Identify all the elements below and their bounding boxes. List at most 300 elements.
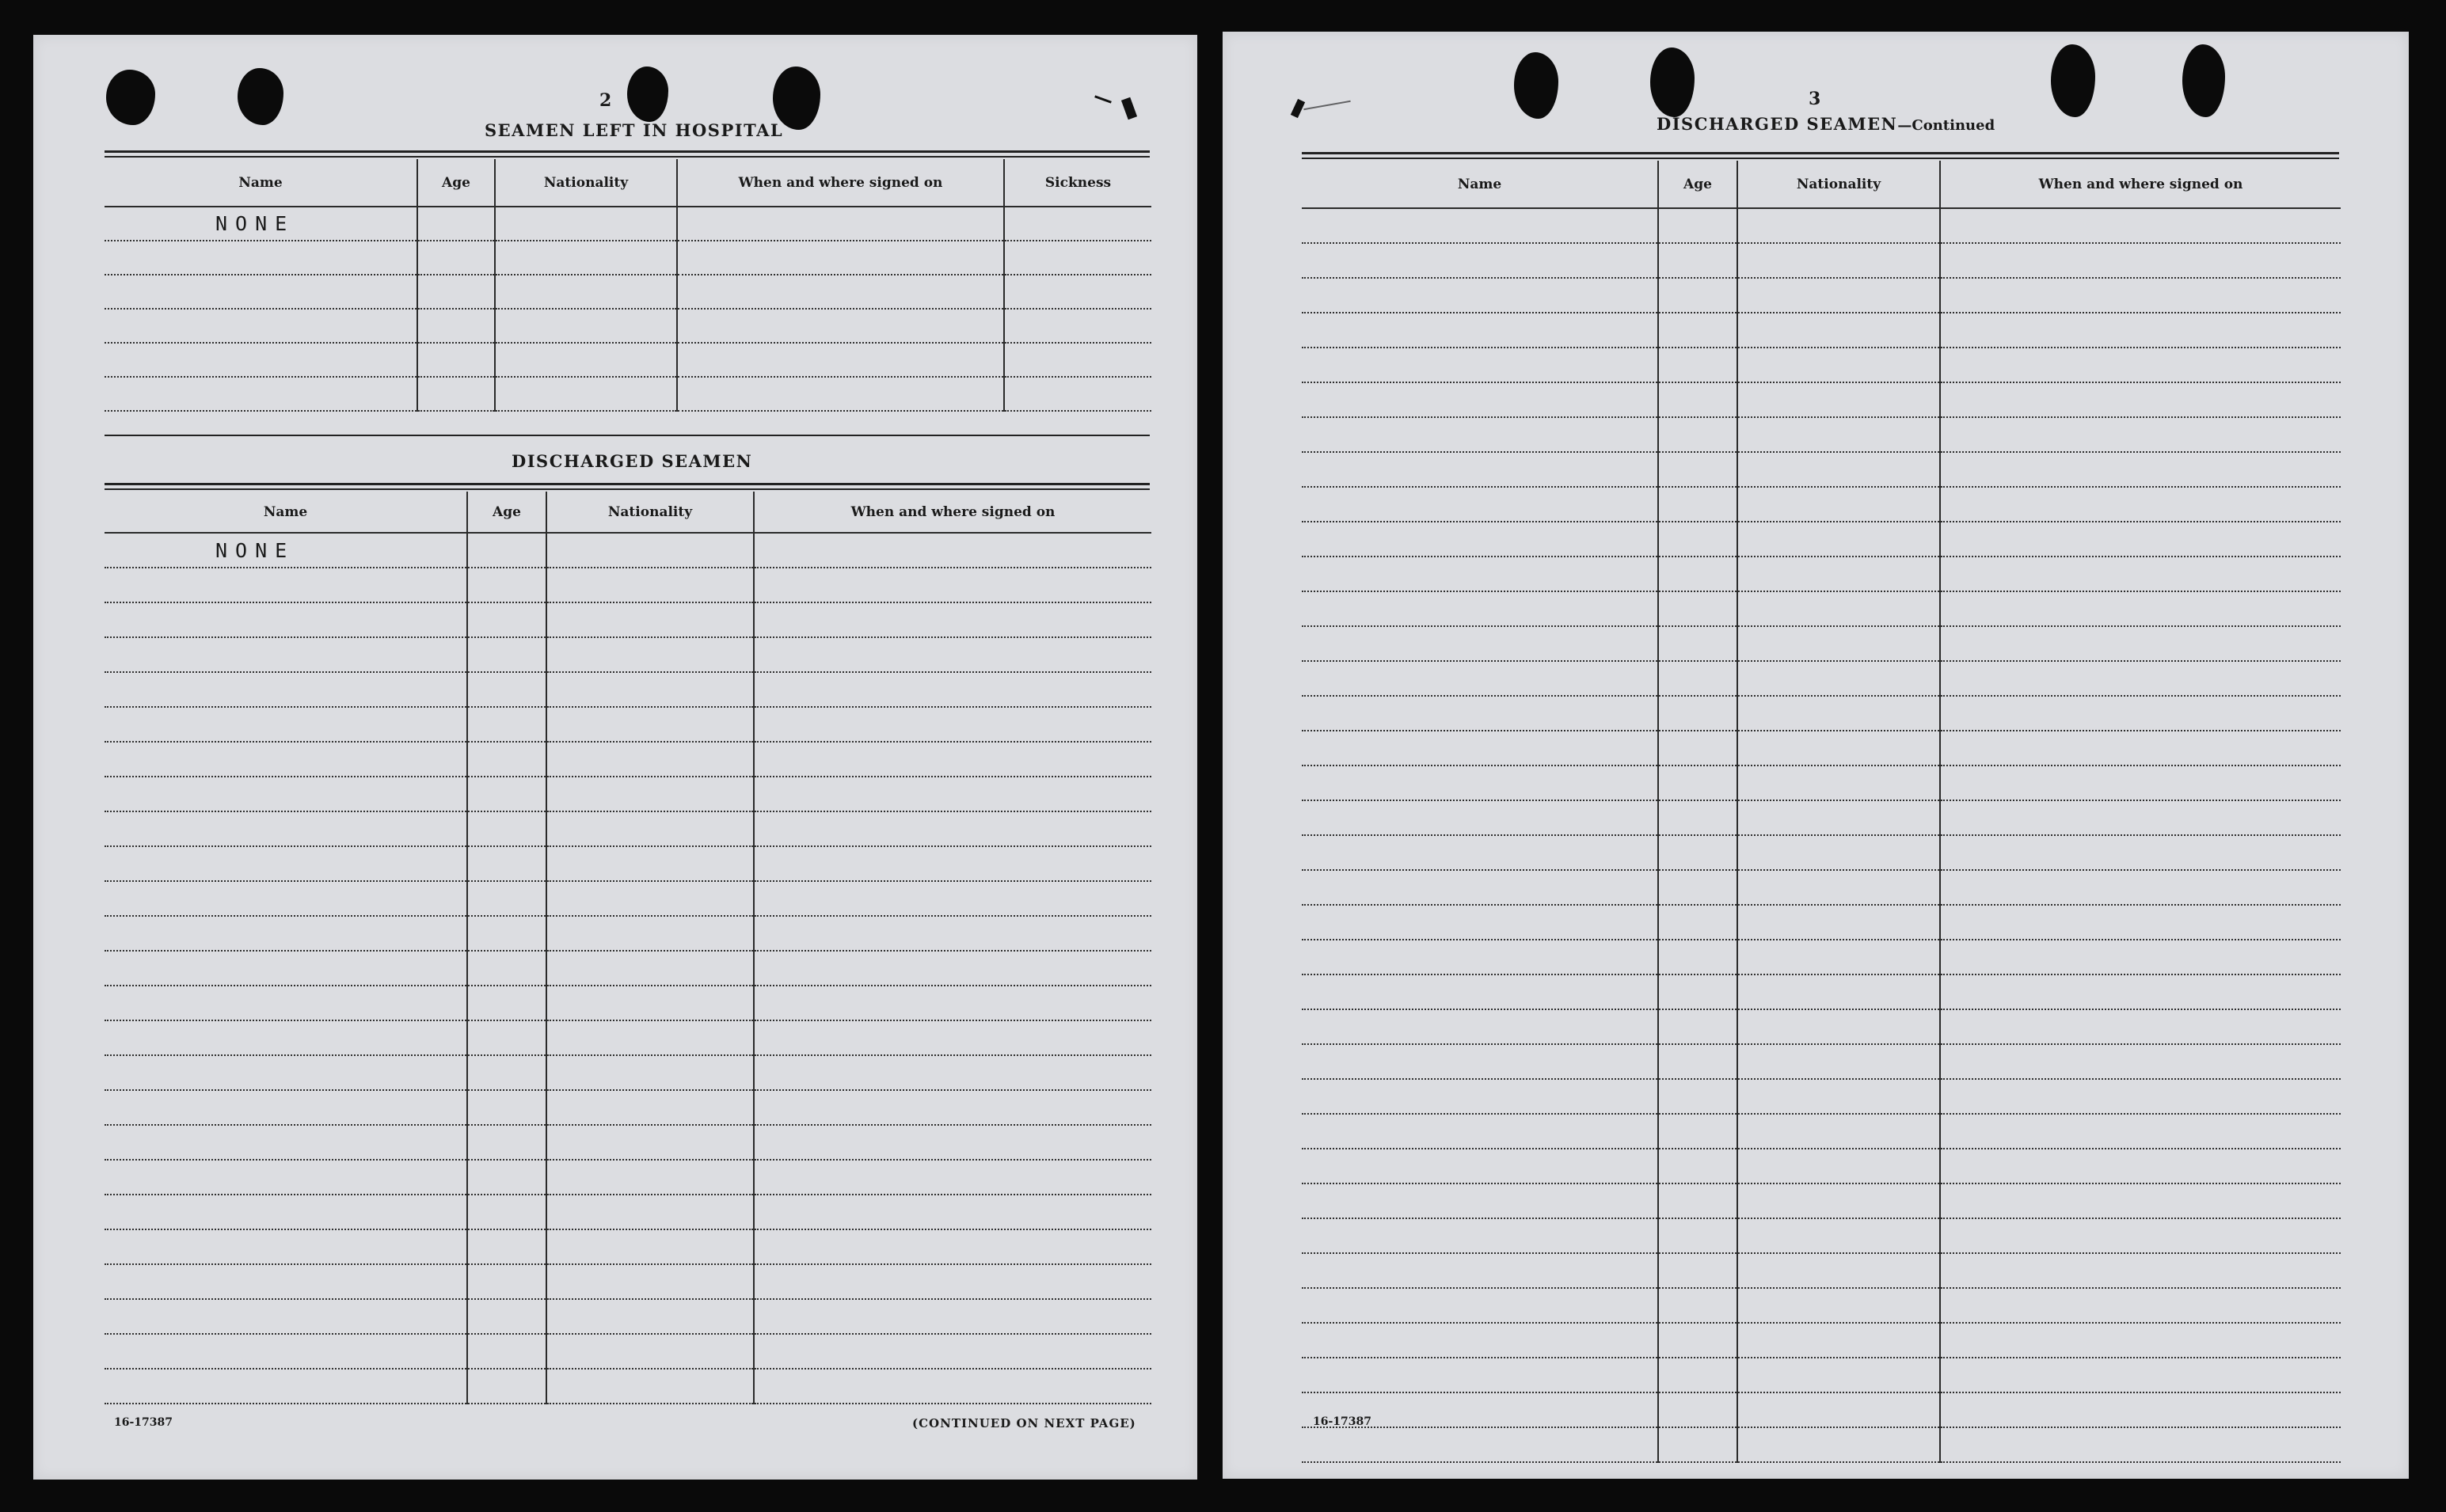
table-cell: [1302, 591, 1658, 626]
table-cell: [1737, 243, 1940, 278]
table-cell: [1737, 974, 1940, 1009]
table-cell: [1940, 1392, 2341, 1427]
table-cell: [1940, 1427, 2341, 1462]
table-cell: [1004, 207, 1151, 241]
table-cell: [1737, 1114, 1940, 1149]
table-cell: [1940, 1253, 2341, 1288]
column-header: Nationality: [546, 492, 754, 533]
column-header: Nationality: [495, 159, 677, 207]
paper-mark: [1121, 97, 1137, 120]
table-cell: [1302, 905, 1658, 940]
table-cell: [1658, 591, 1737, 626]
table-row: [1302, 1392, 2341, 1427]
table-cell: [1658, 940, 1737, 974]
punch-hole: [1514, 52, 1558, 119]
table-cell: [1302, 278, 1658, 313]
table-row: [105, 1334, 1151, 1369]
table-cell: [1302, 870, 1658, 905]
table-row: [105, 637, 1151, 672]
table-cell: [1940, 626, 2341, 661]
table-cell: [467, 1055, 546, 1090]
table-cell: [1737, 731, 1940, 765]
table-cell: [1737, 452, 1940, 487]
table-cell: [754, 742, 1151, 777]
table-cell: [546, 846, 754, 881]
table-cell: [1658, 557, 1737, 591]
table-cell: [1658, 1288, 1737, 1323]
table-row: [105, 241, 1151, 275]
hospital-table: [105, 159, 1151, 412]
table-cell: [754, 568, 1151, 602]
table-cell: [546, 777, 754, 811]
table-row: [1302, 1253, 2341, 1288]
table-cell: [1737, 557, 1940, 591]
table-cell: [1737, 313, 1940, 348]
table-cell: [546, 533, 754, 568]
table-cell: [677, 343, 1004, 377]
table-cell: [677, 241, 1004, 275]
table-cell: [1302, 487, 1658, 522]
table-cell: [105, 568, 467, 602]
table-cell: [467, 916, 546, 951]
table-cell: [1004, 343, 1151, 377]
table-cell: [1737, 1183, 1940, 1218]
table-cell: [1940, 487, 2341, 522]
table-cell: [1658, 417, 1737, 452]
table-header-row: [1302, 161, 2341, 208]
table-cell: [1302, 835, 1658, 870]
table-cell: [1302, 1358, 1658, 1392]
column-header: Name: [105, 492, 467, 533]
column-header: Age: [467, 492, 546, 533]
table-cell: [1737, 696, 1940, 731]
table-cell: NONE: [105, 207, 417, 241]
page-number: 3: [1809, 89, 1821, 109]
table-cell: [467, 1090, 546, 1125]
table-cell: [754, 916, 1151, 951]
paper-mark: [1303, 101, 1350, 110]
table-cell: [1737, 278, 1940, 313]
table-cell: [1658, 1323, 1737, 1358]
table-cell: [1302, 1183, 1658, 1218]
table-cell: [754, 1055, 1151, 1090]
table-cell: [417, 241, 495, 275]
table-cell: [1302, 696, 1658, 731]
table-cell: [467, 568, 546, 602]
table-cell: [1737, 1218, 1940, 1253]
table-cell: [1737, 1253, 1940, 1288]
table-cell: [105, 377, 417, 411]
table-cell: [1940, 731, 2341, 765]
table-cell: [495, 241, 677, 275]
table-row: [1302, 696, 2341, 731]
table-cell: [1940, 765, 2341, 800]
table-cell: [1737, 765, 1940, 800]
table-cell: [546, 742, 754, 777]
table-cell: [546, 707, 754, 742]
table-cell: [1302, 1079, 1658, 1114]
table-row: [1302, 1149, 2341, 1183]
table-cell: [417, 309, 495, 343]
table-cell: [1658, 800, 1737, 835]
table-cell: [754, 1369, 1151, 1404]
table-cell: [677, 309, 1004, 343]
table-cell: [467, 533, 546, 568]
table-cell: [1302, 1009, 1658, 1044]
table-cell: [1658, 243, 1737, 278]
table-row: [1302, 243, 2341, 278]
table-cell: [1940, 800, 2341, 835]
table-cell: [105, 309, 417, 343]
table-cell: [1302, 1427, 1658, 1462]
table-cell: [677, 275, 1004, 309]
table-row: [1302, 661, 2341, 696]
table-cell: [105, 343, 417, 377]
table-row: [105, 343, 1151, 377]
table-cell: [1940, 591, 2341, 626]
table-row: [1302, 313, 2341, 348]
table-cell: [1658, 313, 1737, 348]
table-cell: [105, 1090, 467, 1125]
table-row: [1302, 1044, 2341, 1079]
table-cell: [1658, 661, 1737, 696]
table-row: [1302, 974, 2341, 1009]
table-cell: [495, 377, 677, 411]
table-cell: [1940, 278, 2341, 313]
table-cell: [1940, 1149, 2341, 1183]
table-cell: [467, 1125, 546, 1160]
table-cell: [1737, 417, 1940, 452]
table-row: [1302, 835, 2341, 870]
table-cell: [495, 309, 677, 343]
table-cell: [1302, 382, 1658, 417]
table-cell: [1737, 1392, 1940, 1427]
table-row: [105, 742, 1151, 777]
table-cell: [1940, 940, 2341, 974]
table-row: [105, 707, 1151, 742]
table-cell: [1004, 241, 1151, 275]
table-cell: [467, 1160, 546, 1195]
table-cell: [754, 602, 1151, 637]
table-cell: [754, 1160, 1151, 1195]
table-cell: [467, 811, 546, 846]
table-cell: [754, 1020, 1151, 1055]
table-cell: [1302, 557, 1658, 591]
table-cell: [1302, 765, 1658, 800]
table-cell: [1302, 661, 1658, 696]
table-cell: [754, 707, 1151, 742]
table-cell: [546, 1125, 754, 1160]
table-cell: [1658, 1218, 1737, 1253]
column-header: When and where signed on: [1940, 161, 2341, 208]
table-cell: [105, 275, 417, 309]
table-cell: [467, 881, 546, 916]
table-cell: [546, 637, 754, 672]
table-cell: [546, 881, 754, 916]
table-row: [1302, 940, 2341, 974]
divider: [1302, 158, 2339, 159]
table-cell: [1658, 974, 1737, 1009]
table-cell: [754, 1125, 1151, 1160]
table-cell: [546, 672, 754, 707]
table-cell: [1737, 1079, 1940, 1114]
table-cell: [754, 1264, 1151, 1299]
table-cell: [467, 1195, 546, 1229]
table-cell: [1658, 487, 1737, 522]
table-cell: [1658, 1009, 1737, 1044]
table-row: [105, 275, 1151, 309]
table-cell: [467, 1334, 546, 1369]
table-cell: [1940, 522, 2341, 557]
column-header: Name: [105, 159, 417, 207]
punch-hole: [2182, 44, 2225, 117]
table-row: [105, 533, 1151, 568]
table-cell: [105, 602, 467, 637]
table-cell: [1302, 208, 1658, 243]
table-cell: [105, 241, 417, 275]
table-cell: [1737, 800, 1940, 835]
table-cell: [105, 986, 467, 1020]
table-cell: [467, 1264, 546, 1299]
table-cell: [1940, 1218, 2341, 1253]
table-row: [105, 1369, 1151, 1404]
table-cell: [1658, 1427, 1737, 1462]
table-cell: [546, 1299, 754, 1334]
table-cell: [105, 916, 467, 951]
table-row: [1302, 765, 2341, 800]
table-cell: [1737, 870, 1940, 905]
table-cell: [1737, 1009, 1940, 1044]
table-cell: [546, 1229, 754, 1264]
table-row: [105, 846, 1151, 881]
table-cell: [1302, 348, 1658, 382]
table-cell: [1658, 1358, 1737, 1392]
table-cell: [467, 1229, 546, 1264]
table-cell: [546, 1020, 754, 1055]
table-row: [105, 207, 1151, 241]
table-cell: [1658, 765, 1737, 800]
table-cell: [105, 1160, 467, 1195]
table-row: [105, 916, 1151, 951]
table-cell: [1302, 313, 1658, 348]
table-cell: [754, 1334, 1151, 1369]
table-cell: [546, 568, 754, 602]
table-row: [105, 1229, 1151, 1264]
table-header-row: [105, 492, 1151, 533]
table-header-row: [105, 159, 1151, 207]
table-cell: [1737, 1323, 1940, 1358]
table-row: [105, 1055, 1151, 1090]
table-cell: [1940, 382, 2341, 417]
table-cell: [1658, 870, 1737, 905]
table-cell: [754, 777, 1151, 811]
table-row: [1302, 626, 2341, 661]
table-cell: [1940, 905, 2341, 940]
table-cell: [1737, 835, 1940, 870]
table-cell: [467, 846, 546, 881]
table-row: [1302, 731, 2341, 765]
table-cell: [1940, 452, 2341, 487]
table-row: [1302, 591, 2341, 626]
table-cell: [105, 1195, 467, 1229]
table-row: [105, 377, 1151, 411]
table-cell: [754, 1090, 1151, 1125]
table-cell: [1302, 940, 1658, 974]
table-cell: [1658, 522, 1737, 557]
table-row: [105, 1264, 1151, 1299]
column-header: Age: [1658, 161, 1737, 208]
punch-hole: [627, 66, 668, 122]
table-cell: [1940, 696, 2341, 731]
column-header: Nationality: [1737, 161, 1940, 208]
table-cell: [1302, 452, 1658, 487]
table-cell: [1658, 1183, 1737, 1218]
table-cell: [105, 672, 467, 707]
table-cell: [1302, 522, 1658, 557]
table-cell: [754, 951, 1151, 986]
table-cell: [1940, 1009, 2341, 1044]
divider: [105, 488, 1150, 490]
table-cell: [1940, 1323, 2341, 1358]
table-cell: [546, 811, 754, 846]
table-cell: [1658, 905, 1737, 940]
table-cell: [495, 207, 677, 241]
table-cell: [417, 207, 495, 241]
table-cell: [754, 1229, 1151, 1264]
table-row: [105, 1020, 1151, 1055]
table-cell: [105, 1020, 467, 1055]
table-cell: [1940, 417, 2341, 452]
table-cell: [677, 207, 1004, 241]
table-cell: [754, 881, 1151, 916]
section-title-suffix: —Continued: [1897, 117, 1995, 134]
table-cell: [1658, 835, 1737, 870]
table-cell: [1302, 417, 1658, 452]
table-cell: [1940, 313, 2341, 348]
table-cell: [1940, 208, 2341, 243]
table-cell: [754, 1195, 1151, 1229]
table-cell: [105, 811, 467, 846]
table-cell: [1658, 382, 1737, 417]
table-row: [1302, 1183, 2341, 1218]
table-cell: [1658, 731, 1737, 765]
table-row: [105, 568, 1151, 602]
table-cell: [1940, 1114, 2341, 1149]
table-cell: [754, 986, 1151, 1020]
table-cell: [754, 1299, 1151, 1334]
table-row: [105, 309, 1151, 343]
table-cell: [105, 1229, 467, 1264]
table-cell: [1658, 452, 1737, 487]
table-cell: [467, 777, 546, 811]
paper-mark: [1094, 95, 1112, 103]
right-page: [1223, 32, 2409, 1479]
divider: [105, 483, 1150, 485]
table-row: [1302, 1427, 2341, 1462]
table-row: [105, 1195, 1151, 1229]
table-cell: [1940, 1044, 2341, 1079]
table-cell: [1302, 1253, 1658, 1288]
table-cell: [1302, 243, 1658, 278]
discharged-table: [105, 492, 1151, 1404]
table-cell: [546, 1195, 754, 1229]
table-cell: [105, 1299, 467, 1334]
table-cell: [1737, 348, 1940, 382]
table-cell: [105, 846, 467, 881]
table-cell: [105, 951, 467, 986]
table-row: [1302, 348, 2341, 382]
table-cell: [546, 1334, 754, 1369]
table-cell: [1658, 278, 1737, 313]
table-cell: [1302, 800, 1658, 835]
table-cell: [1737, 1288, 1940, 1323]
table-row: [105, 1090, 1151, 1125]
table-cell: [1658, 626, 1737, 661]
table-cell: [1940, 1183, 2341, 1218]
table-cell: [1940, 1358, 2341, 1392]
table-cell: [105, 707, 467, 742]
table-cell: [105, 1125, 467, 1160]
column-header: When and where signed on: [677, 159, 1004, 207]
table-cell: [417, 377, 495, 411]
table-cell: [1658, 208, 1737, 243]
table-cell: [546, 1369, 754, 1404]
table-row: [105, 986, 1151, 1020]
table-cell: [1940, 1079, 2341, 1114]
table-cell: [467, 602, 546, 637]
table-row: [1302, 382, 2341, 417]
table-cell: [105, 1369, 467, 1404]
table-cell: [1737, 626, 1940, 661]
table-cell: [1940, 835, 2341, 870]
table-row: [105, 811, 1151, 846]
table-row: [1302, 452, 2341, 487]
table-cell: [105, 1334, 467, 1369]
table-cell: [105, 1264, 467, 1299]
table-cell: [1737, 661, 1940, 696]
section-title-hospital: SEAMEN LEFT IN HOSPITAL: [485, 120, 784, 140]
divider: [105, 156, 1150, 158]
table-row: [1302, 1358, 2341, 1392]
table-row: [1302, 522, 2341, 557]
divider: [105, 150, 1150, 153]
table-row: [1302, 278, 2341, 313]
table-cell: [1737, 905, 1940, 940]
table-cell: [1940, 243, 2341, 278]
table-cell: [546, 916, 754, 951]
section-title-discharged: DISCHARGED SEAMEN: [512, 451, 753, 471]
table-cell: [1737, 1044, 1940, 1079]
table-cell: [1302, 1218, 1658, 1253]
table-cell: [754, 533, 1151, 568]
table-cell: [1737, 208, 1940, 243]
table-cell: [467, 637, 546, 672]
table-row: [1302, 1323, 2341, 1358]
table-row: [1302, 1079, 2341, 1114]
table-cell: [1658, 1253, 1737, 1288]
table-cell: [467, 951, 546, 986]
table-cell: [467, 707, 546, 742]
table-row: [105, 1299, 1151, 1334]
table-cell: [467, 1369, 546, 1404]
table-cell: [1658, 1149, 1737, 1183]
table-cell: [467, 1299, 546, 1334]
table-cell: [467, 986, 546, 1020]
table-cell: [1737, 1149, 1940, 1183]
table-row: [105, 777, 1151, 811]
table-cell: [1940, 661, 2341, 696]
table-row: [1302, 557, 2341, 591]
